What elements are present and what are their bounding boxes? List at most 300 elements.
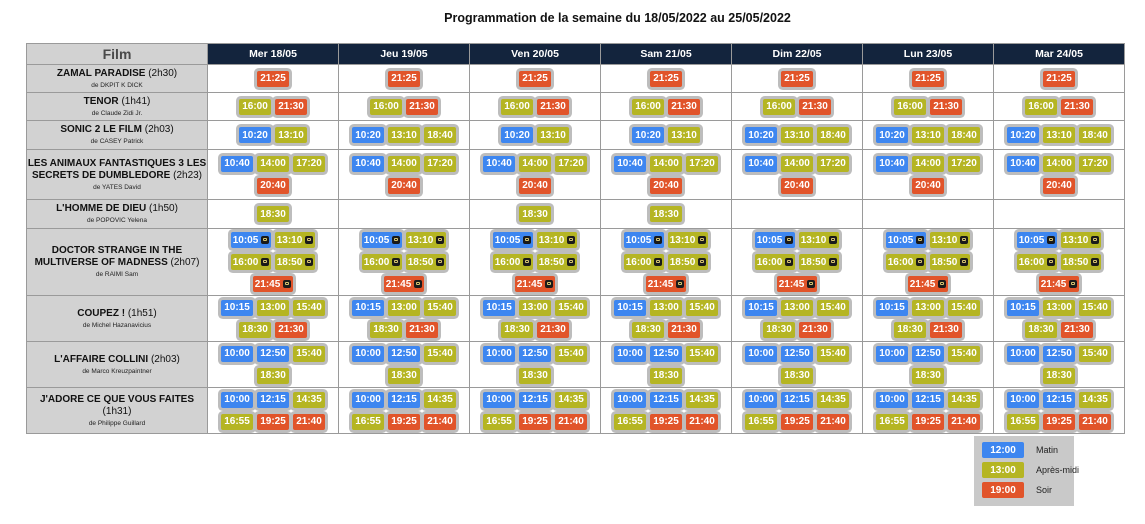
showtime[interactable] — [876, 392, 908, 408]
showtime[interactable] — [515, 276, 555, 292]
showtime[interactable] — [614, 300, 646, 316]
showtime[interactable] — [781, 156, 813, 172]
showtime[interactable] — [912, 178, 944, 194]
showtime[interactable] — [388, 300, 420, 316]
showtime-text: 13:10 — [538, 234, 565, 246]
showtime[interactable] — [221, 300, 253, 316]
showtime[interactable] — [1043, 127, 1075, 143]
showtime[interactable] — [912, 300, 944, 316]
showtime[interactable] — [231, 232, 271, 248]
showtime-text: 21:45 — [516, 278, 543, 290]
showtime[interactable] — [763, 99, 795, 115]
showtime[interactable] — [876, 300, 908, 316]
day-cell — [601, 121, 732, 150]
showtime[interactable] — [362, 254, 402, 270]
showtime[interactable] — [650, 368, 682, 384]
showtime[interactable] — [501, 127, 533, 143]
showtime[interactable] — [519, 346, 551, 362]
showtime[interactable] — [555, 346, 587, 362]
day-cell — [470, 121, 601, 150]
showtime[interactable] — [745, 392, 777, 408]
showtime[interactable] — [483, 156, 515, 172]
showtime[interactable] — [275, 322, 307, 338]
showtime[interactable] — [519, 206, 551, 222]
showtime[interactable] — [1043, 178, 1075, 194]
showtime[interactable] — [817, 300, 849, 316]
showtime[interactable] — [537, 254, 577, 270]
showtime-text: 21:40 — [427, 416, 453, 427]
showtime[interactable] — [908, 276, 948, 292]
showtime[interactable] — [1043, 392, 1075, 408]
schedule-table — [26, 43, 1125, 434]
showtime-text: 18:50 — [931, 256, 958, 268]
showtime[interactable] — [755, 254, 795, 270]
showtime[interactable] — [912, 156, 944, 172]
showtime[interactable] — [930, 254, 970, 270]
showtime-text: 10:20 — [355, 129, 381, 141]
showtime[interactable] — [781, 71, 813, 87]
film-title-text: L'HOMME DE DIEU — [56, 203, 147, 214]
showtime[interactable] — [352, 300, 384, 316]
showtime[interactable] — [912, 127, 944, 143]
showtime[interactable] — [876, 414, 908, 430]
showtime[interactable] — [650, 156, 682, 172]
showtime[interactable] — [257, 206, 289, 222]
showtime[interactable] — [555, 392, 587, 408]
showtime[interactable] — [501, 322, 533, 338]
showtime[interactable] — [817, 346, 849, 362]
showtime[interactable] — [388, 178, 420, 194]
showtime[interactable] — [799, 322, 831, 338]
showtime[interactable] — [293, 300, 325, 316]
showtime[interactable] — [686, 300, 718, 316]
showtime-text: 21:40 — [1082, 416, 1108, 427]
showtime[interactable] — [686, 156, 718, 172]
film-title — [27, 124, 207, 136]
showtime-line — [208, 411, 338, 433]
film-director: de RAIMI Sam — [95, 271, 139, 278]
showtime[interactable] — [650, 206, 682, 222]
showtime[interactable] — [406, 232, 446, 248]
showtime-text: 10:15 — [355, 302, 381, 313]
showtime[interactable] — [388, 368, 420, 384]
showtime-text: 16:00 — [363, 256, 390, 268]
showtime[interactable] — [948, 127, 980, 143]
showtime[interactable] — [781, 178, 813, 194]
showtime[interactable] — [352, 392, 384, 408]
film-info — [27, 200, 208, 229]
showtime[interactable] — [555, 300, 587, 316]
film-duration: (2h30) — [148, 67, 178, 79]
showtime[interactable] — [799, 232, 839, 248]
showtime[interactable] — [388, 414, 420, 430]
showtime[interactable] — [650, 392, 682, 408]
showtime[interactable] — [1007, 127, 1039, 143]
showtime-text: 10:00 — [617, 348, 643, 359]
showtime[interactable] — [817, 414, 849, 430]
showtime-line — [994, 411, 1124, 433]
film-title — [27, 245, 207, 269]
showtime[interactable] — [886, 232, 926, 248]
showtime[interactable] — [1007, 300, 1039, 316]
showtime[interactable] — [1079, 346, 1111, 362]
day-cell — [732, 150, 863, 200]
showtime-text: 10:20 — [635, 129, 661, 141]
showtime[interactable] — [257, 156, 289, 172]
showtime-text: 13:10 — [1046, 129, 1072, 141]
showtime[interactable] — [781, 127, 813, 143]
showtime[interactable] — [912, 71, 944, 87]
showtime-line — [208, 96, 338, 118]
showtime[interactable] — [886, 254, 926, 270]
showtime[interactable] — [745, 127, 777, 143]
showtime[interactable] — [745, 300, 777, 316]
showtime[interactable] — [912, 368, 944, 384]
format-badge-icon — [1047, 236, 1055, 244]
showtime[interactable] — [519, 392, 551, 408]
showtime-text: 16:00 — [494, 256, 521, 268]
showtime[interactable] — [1007, 346, 1039, 362]
showtime-line — [601, 153, 731, 175]
showtime[interactable] — [293, 414, 325, 430]
showtime[interactable] — [668, 232, 708, 248]
showtime[interactable] — [948, 156, 980, 172]
showtime-text: 10:20 — [879, 129, 905, 141]
showtime[interactable] — [686, 392, 718, 408]
showtime[interactable] — [912, 346, 944, 362]
film-row — [27, 121, 1125, 150]
format-badge-icon — [1091, 258, 1099, 266]
showtime[interactable] — [253, 276, 293, 292]
day-cell — [339, 121, 470, 150]
showtime[interactable] — [876, 127, 908, 143]
showtime[interactable] — [388, 392, 420, 408]
showtime-line — [208, 365, 338, 387]
showtime[interactable] — [668, 127, 700, 143]
showtime[interactable] — [519, 300, 551, 316]
showtime-text: 13:00 — [915, 302, 941, 313]
showtime[interactable] — [257, 178, 289, 194]
showtime[interactable] — [1061, 99, 1093, 115]
showtime[interactable] — [1017, 254, 1057, 270]
showtime[interactable] — [817, 392, 849, 408]
showtime-text: 14:00 — [260, 158, 286, 169]
showtime[interactable] — [948, 392, 980, 408]
showtime[interactable] — [388, 127, 420, 143]
showtime[interactable] — [686, 414, 718, 430]
film-info — [27, 388, 208, 434]
showtime[interactable] — [293, 156, 325, 172]
showtime[interactable] — [406, 254, 446, 270]
showtime[interactable] — [257, 71, 289, 87]
showtime-text: 10:00 — [1010, 348, 1036, 359]
showtime-text: 17:20 — [1082, 158, 1108, 169]
day-cell — [863, 200, 994, 229]
showtime[interactable] — [370, 99, 402, 115]
showtime[interactable] — [221, 392, 253, 408]
day-cell — [601, 65, 732, 93]
showtime[interactable] — [781, 300, 813, 316]
showtime-text: 16:00 — [232, 256, 259, 268]
showtime[interactable] — [763, 322, 795, 338]
showtime[interactable] — [1043, 414, 1075, 430]
showtime[interactable] — [221, 346, 253, 362]
showtime-text: 16:55 — [1010, 416, 1036, 427]
showtime[interactable] — [275, 254, 315, 270]
showtime[interactable] — [912, 414, 944, 430]
showtime[interactable] — [745, 156, 777, 172]
film-director: de Claude Zidi Jr. — [91, 109, 143, 117]
showtime[interactable] — [362, 232, 402, 248]
showtime[interactable] — [483, 414, 515, 430]
showtime-text: 21:30 — [933, 324, 959, 335]
showtime[interactable] — [293, 392, 325, 408]
showtime-line — [339, 273, 469, 295]
showtime[interactable] — [876, 346, 908, 362]
showtime-text: 16:55 — [224, 416, 250, 427]
showtime[interactable] — [493, 232, 533, 248]
showtime-line — [470, 343, 600, 365]
showtime[interactable] — [537, 99, 569, 115]
showtime-text: 12:15 — [784, 394, 810, 405]
showtime-line — [863, 319, 993, 341]
showtime[interactable] — [930, 99, 962, 115]
showtime-text: 21:30 — [278, 101, 304, 112]
showtime[interactable] — [614, 156, 646, 172]
showtime[interactable] — [650, 346, 682, 362]
showtime[interactable] — [257, 368, 289, 384]
showtime[interactable] — [614, 346, 646, 362]
showtime[interactable] — [231, 254, 271, 270]
showtime[interactable] — [424, 392, 456, 408]
showtime[interactable] — [668, 99, 700, 115]
page-title: Programmation de la semaine du 18/05/2022 au 25/05/2022 — [444, 11, 791, 25]
day-cell — [208, 121, 339, 150]
showtime[interactable] — [668, 254, 708, 270]
showtime[interactable] — [388, 156, 420, 172]
showtime-text: 10:40 — [1010, 158, 1036, 169]
showtime-text: 14:35 — [689, 394, 715, 405]
showtime[interactable] — [424, 414, 456, 430]
showtime[interactable] — [668, 322, 700, 338]
showtime[interactable] — [519, 71, 551, 87]
showtime-text: 19:25 — [522, 416, 548, 427]
showtime[interactable] — [1079, 300, 1111, 316]
showtime[interactable] — [384, 276, 424, 292]
showtime[interactable] — [352, 414, 384, 430]
showtime[interactable] — [1043, 156, 1075, 172]
showtime[interactable] — [388, 71, 420, 87]
showtime[interactable] — [257, 392, 289, 408]
showtime[interactable] — [519, 414, 551, 430]
showtime[interactable] — [1079, 392, 1111, 408]
showtime[interactable] — [1043, 368, 1075, 384]
showtime[interactable] — [930, 232, 970, 248]
showtime-text: 19:25 — [1046, 416, 1072, 427]
showtime[interactable] — [632, 322, 664, 338]
showtime[interactable] — [1043, 300, 1075, 316]
showtime[interactable] — [650, 300, 682, 316]
showtime[interactable] — [948, 414, 980, 430]
showtime[interactable] — [894, 99, 926, 115]
showtime[interactable] — [650, 414, 682, 430]
showtime-text: 15:40 — [558, 302, 584, 313]
showtime[interactable] — [406, 99, 438, 115]
showtime[interactable] — [1043, 346, 1075, 362]
showtime[interactable] — [275, 232, 315, 248]
showtime[interactable] — [799, 254, 839, 270]
showtime[interactable] — [257, 300, 289, 316]
showtime[interactable] — [352, 346, 384, 362]
showtime[interactable] — [624, 254, 664, 270]
showtime-line — [470, 229, 600, 251]
showtime[interactable] — [239, 127, 271, 143]
showtime-text: 21:25 — [391, 73, 417, 84]
legend-swatch: 12:00 — [982, 442, 1024, 458]
showtime[interactable] — [370, 322, 402, 338]
showtime[interactable] — [632, 127, 664, 143]
showtime[interactable] — [1017, 232, 1057, 248]
showtime-text: 21:25 — [260, 73, 286, 84]
showtime[interactable] — [1061, 322, 1093, 338]
showtime[interactable] — [555, 414, 587, 430]
showtime-line — [339, 319, 469, 341]
showtime[interactable] — [948, 300, 980, 316]
showtime[interactable] — [1007, 414, 1039, 430]
showtime-text: 12:15 — [1046, 394, 1072, 405]
showtime[interactable] — [686, 346, 718, 362]
showtime[interactable] — [781, 414, 813, 430]
format-badge-icon — [545, 280, 553, 288]
showtime-text: 18:30 — [915, 370, 941, 381]
showtime[interactable] — [876, 156, 908, 172]
showtime[interactable] — [519, 368, 551, 384]
showtime-line — [601, 96, 731, 118]
day-cell — [601, 229, 732, 296]
showtime[interactable] — [1025, 99, 1057, 115]
showtime[interactable] — [632, 99, 664, 115]
showtime[interactable] — [1061, 254, 1101, 270]
showtime[interactable] — [894, 322, 926, 338]
showtime[interactable] — [275, 99, 307, 115]
showtime-text: 19:25 — [784, 416, 810, 427]
showtime[interactable] — [745, 346, 777, 362]
day-cell — [339, 388, 470, 434]
showtime[interactable] — [293, 346, 325, 362]
showtime[interactable] — [817, 156, 849, 172]
showtime[interactable] — [239, 322, 271, 338]
showtime[interactable] — [239, 99, 271, 115]
showtime[interactable] — [650, 71, 682, 87]
film-title — [27, 96, 207, 108]
showtime[interactable] — [1043, 71, 1075, 87]
showtime[interactable] — [755, 232, 795, 248]
showtime-line — [732, 411, 862, 433]
showtime[interactable] — [1025, 322, 1057, 338]
showtime[interactable] — [424, 127, 456, 143]
showtime[interactable] — [1079, 414, 1111, 430]
showtime-text: 12:50 — [391, 348, 417, 359]
showtime-text: 16:00 — [242, 101, 268, 112]
showtime[interactable] — [519, 156, 551, 172]
showtime[interactable] — [483, 392, 515, 408]
showtime[interactable] — [614, 414, 646, 430]
showtime[interactable] — [1079, 156, 1111, 172]
showtime[interactable] — [537, 232, 577, 248]
showtime[interactable] — [501, 99, 533, 115]
showtime[interactable] — [406, 322, 438, 338]
showtime[interactable] — [614, 392, 646, 408]
showtime[interactable] — [519, 178, 551, 194]
showtime[interactable] — [483, 300, 515, 316]
showtime[interactable] — [912, 392, 944, 408]
showtime[interactable] — [537, 322, 569, 338]
showtime[interactable] — [1061, 232, 1101, 248]
showtime[interactable] — [555, 156, 587, 172]
showtime[interactable] — [1007, 392, 1039, 408]
film-row — [27, 93, 1125, 121]
showtime[interactable] — [745, 414, 777, 430]
showtime[interactable] — [257, 346, 289, 362]
showtime[interactable] — [388, 346, 420, 362]
showtime[interactable] — [777, 276, 817, 292]
showtime[interactable] — [1007, 156, 1039, 172]
showtime[interactable] — [930, 322, 962, 338]
showtime[interactable] — [493, 254, 533, 270]
showtime[interactable] — [483, 346, 515, 362]
showtime[interactable] — [424, 300, 456, 316]
showtime[interactable] — [646, 276, 686, 292]
showtime[interactable] — [799, 99, 831, 115]
film-row — [27, 229, 1125, 296]
showtime-text: 21:30 — [671, 324, 697, 335]
showtime-text: 10:40 — [617, 158, 643, 169]
showtime-text: 10:00 — [1010, 394, 1036, 405]
showtime[interactable] — [817, 127, 849, 143]
film-info — [27, 296, 208, 342]
showtime[interactable] — [221, 156, 253, 172]
showtime[interactable] — [1039, 276, 1079, 292]
showtime[interactable] — [624, 232, 664, 248]
showtime-text: 21:25 — [522, 73, 548, 84]
showtime-text: 21:25 — [1046, 73, 1072, 84]
showtime-line — [732, 96, 862, 118]
showtime-line — [732, 229, 862, 251]
showtime-text: 18:30 — [522, 370, 548, 381]
showtime[interactable] — [424, 346, 456, 362]
showtime[interactable] — [275, 127, 307, 143]
showtime[interactable] — [257, 414, 289, 430]
showtime[interactable] — [352, 127, 384, 143]
showtime[interactable] — [781, 368, 813, 384]
showtime[interactable] — [1079, 127, 1111, 143]
showtime[interactable] — [650, 178, 682, 194]
film-column-header: Film — [27, 44, 208, 65]
showtime[interactable] — [221, 414, 253, 430]
showtime-line — [470, 389, 600, 411]
showtime[interactable] — [948, 346, 980, 362]
showtime[interactable] — [424, 156, 456, 172]
showtime-text: 10:15 — [1010, 302, 1036, 313]
showtime[interactable] — [781, 392, 813, 408]
showtime-text: 12:15 — [391, 394, 417, 405]
film-info — [27, 150, 208, 200]
showtime[interactable] — [352, 156, 384, 172]
showtime-text: 17:20 — [689, 158, 715, 169]
showtime[interactable] — [537, 127, 569, 143]
showtime[interactable] — [781, 346, 813, 362]
showtime-line — [732, 251, 862, 273]
